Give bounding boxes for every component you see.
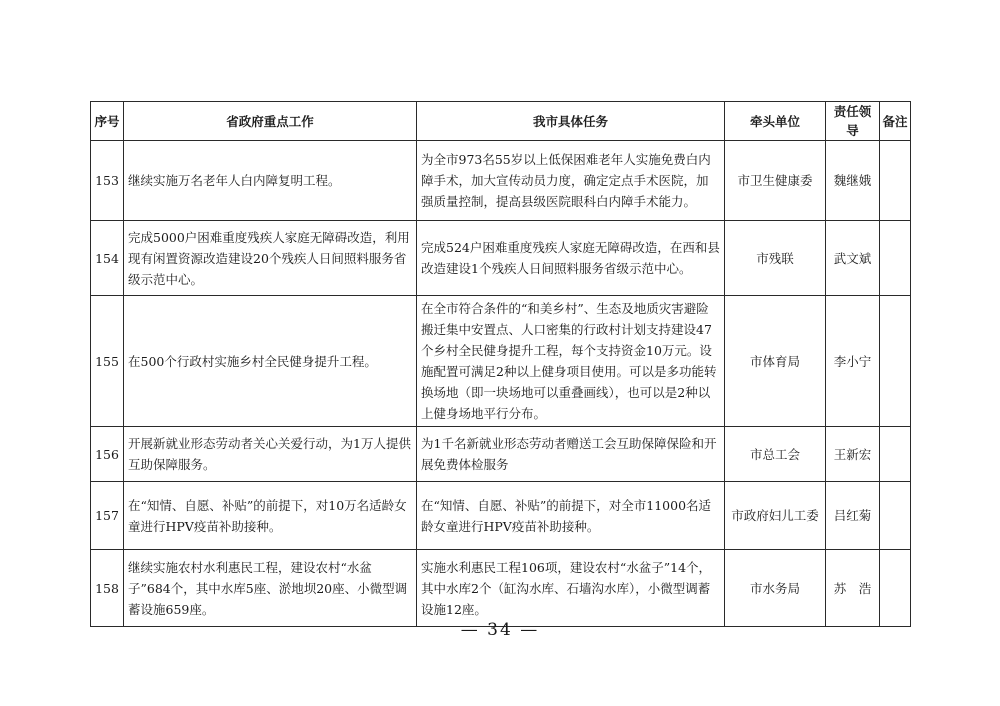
row-lead-unit: 市总工会 xyxy=(725,427,826,482)
row-note xyxy=(880,550,911,627)
row-note xyxy=(880,141,911,221)
row-lead-unit: 市卫生健康委 xyxy=(725,141,826,221)
row-no: 155 xyxy=(91,296,124,427)
table-row xyxy=(91,141,911,221)
row-leader: 魏继娥 xyxy=(826,141,880,221)
row-lead-unit: 市水务局 xyxy=(725,550,826,627)
row-city-task: 完成524户困难重度残疾人家庭无障碍改造，在西和县改造建设1个残疾人日间照料服务省级示范中心。 xyxy=(417,221,725,296)
header-leader: 责任领导 xyxy=(826,102,880,141)
row-lead-unit: 市体育局 xyxy=(725,296,826,427)
row-no: 154 xyxy=(91,221,124,296)
row-note xyxy=(880,427,911,482)
header-city-task: 我市具体任务 xyxy=(417,102,725,141)
row-city-task: 为全市973名55岁以上低保困难老年人实施免费白内障手术，加大宣传动员力度，确定定点手术医院，加强质量控制，提高县级医院眼科白内障手术能力。 xyxy=(417,141,725,221)
row-no: 156 xyxy=(91,427,124,482)
row-no: 157 xyxy=(91,482,124,550)
row-city-task: 实施水利惠民工程106项，建设农村“水盆子”14个，其中水库2个（缸沟水库、石墙沟水库），小微型调蓄设施12座。 xyxy=(417,550,725,627)
table-row xyxy=(91,482,911,550)
table-row xyxy=(91,296,911,427)
table-row xyxy=(91,550,911,627)
header-provincial-work: 省政府重点工作 xyxy=(124,102,417,141)
row-lead-unit: 市残联 xyxy=(725,221,826,296)
row-provincial-work: 继续实施万名老年人白内障复明工程。 xyxy=(124,141,417,221)
table-row xyxy=(91,427,911,482)
row-city-task: 为1千名新就业形态劳动者赠送工会互助保障保险和开展免费体检服务 xyxy=(417,427,725,482)
row-provincial-work: 开展新就业形态劳动者关心关爱行动，为1万人提供互助保障服务。 xyxy=(124,427,417,482)
row-leader: 武文斌 xyxy=(826,221,880,296)
row-provincial-work: 在500个行政村实施乡村全民健身提升工程。 xyxy=(124,296,417,427)
row-leader: 李小宁 xyxy=(826,296,880,427)
row-lead-unit: 市政府妇儿工委 xyxy=(725,482,826,550)
row-leader: 苏 浩 xyxy=(826,550,880,627)
row-leader: 吕红菊 xyxy=(826,482,880,550)
row-no: 158 xyxy=(91,550,124,627)
header-no: 序号 xyxy=(91,102,124,141)
row-provincial-work: 完成5000户困难重度残疾人家庭无障碍改造，利用现有闲置资源改造建设20个残疾人日间照料服务省级示范中心。 xyxy=(124,221,417,296)
header-row xyxy=(91,102,911,141)
row-city-task: 在全市符合条件的“和美乡村”、生态及地质灾害避险搬迁集中安置点、人口密集的行政村计划支持建设47个乡村全民健身提升工程，每个支持资金10万元。设施配置可满足2种以上健身项目使用。可以是多功能转换场地（即一块场地可以重叠画线），也可以是2种以上健身场地平行分布。 xyxy=(417,296,725,427)
page-number: — 34 — xyxy=(460,620,540,640)
table-row xyxy=(91,221,911,296)
header-note: 备注 xyxy=(880,102,911,141)
row-note xyxy=(880,221,911,296)
row-provincial-work: 在“知情、自愿、补贴”的前提下，对10万名适龄女童进行HPV疫苗补助接种。 xyxy=(124,482,417,550)
header-lead-unit: 牵头单位 xyxy=(725,102,826,141)
row-no: 153 xyxy=(91,141,124,221)
row-leader: 王新宏 xyxy=(826,427,880,482)
task-table xyxy=(90,101,911,627)
row-note xyxy=(880,296,911,427)
row-note xyxy=(880,482,911,550)
row-city-task: 在“知情、自愿、补贴”的前提下，对全市11000名适龄女童进行HPV疫苗补助接种。 xyxy=(417,482,725,550)
row-provincial-work: 继续实施农村水利惠民工程，建设农村“水盆子”684个，其中水库5座、淤地坝20座、小微型调蓄设施659座。 xyxy=(124,550,417,627)
